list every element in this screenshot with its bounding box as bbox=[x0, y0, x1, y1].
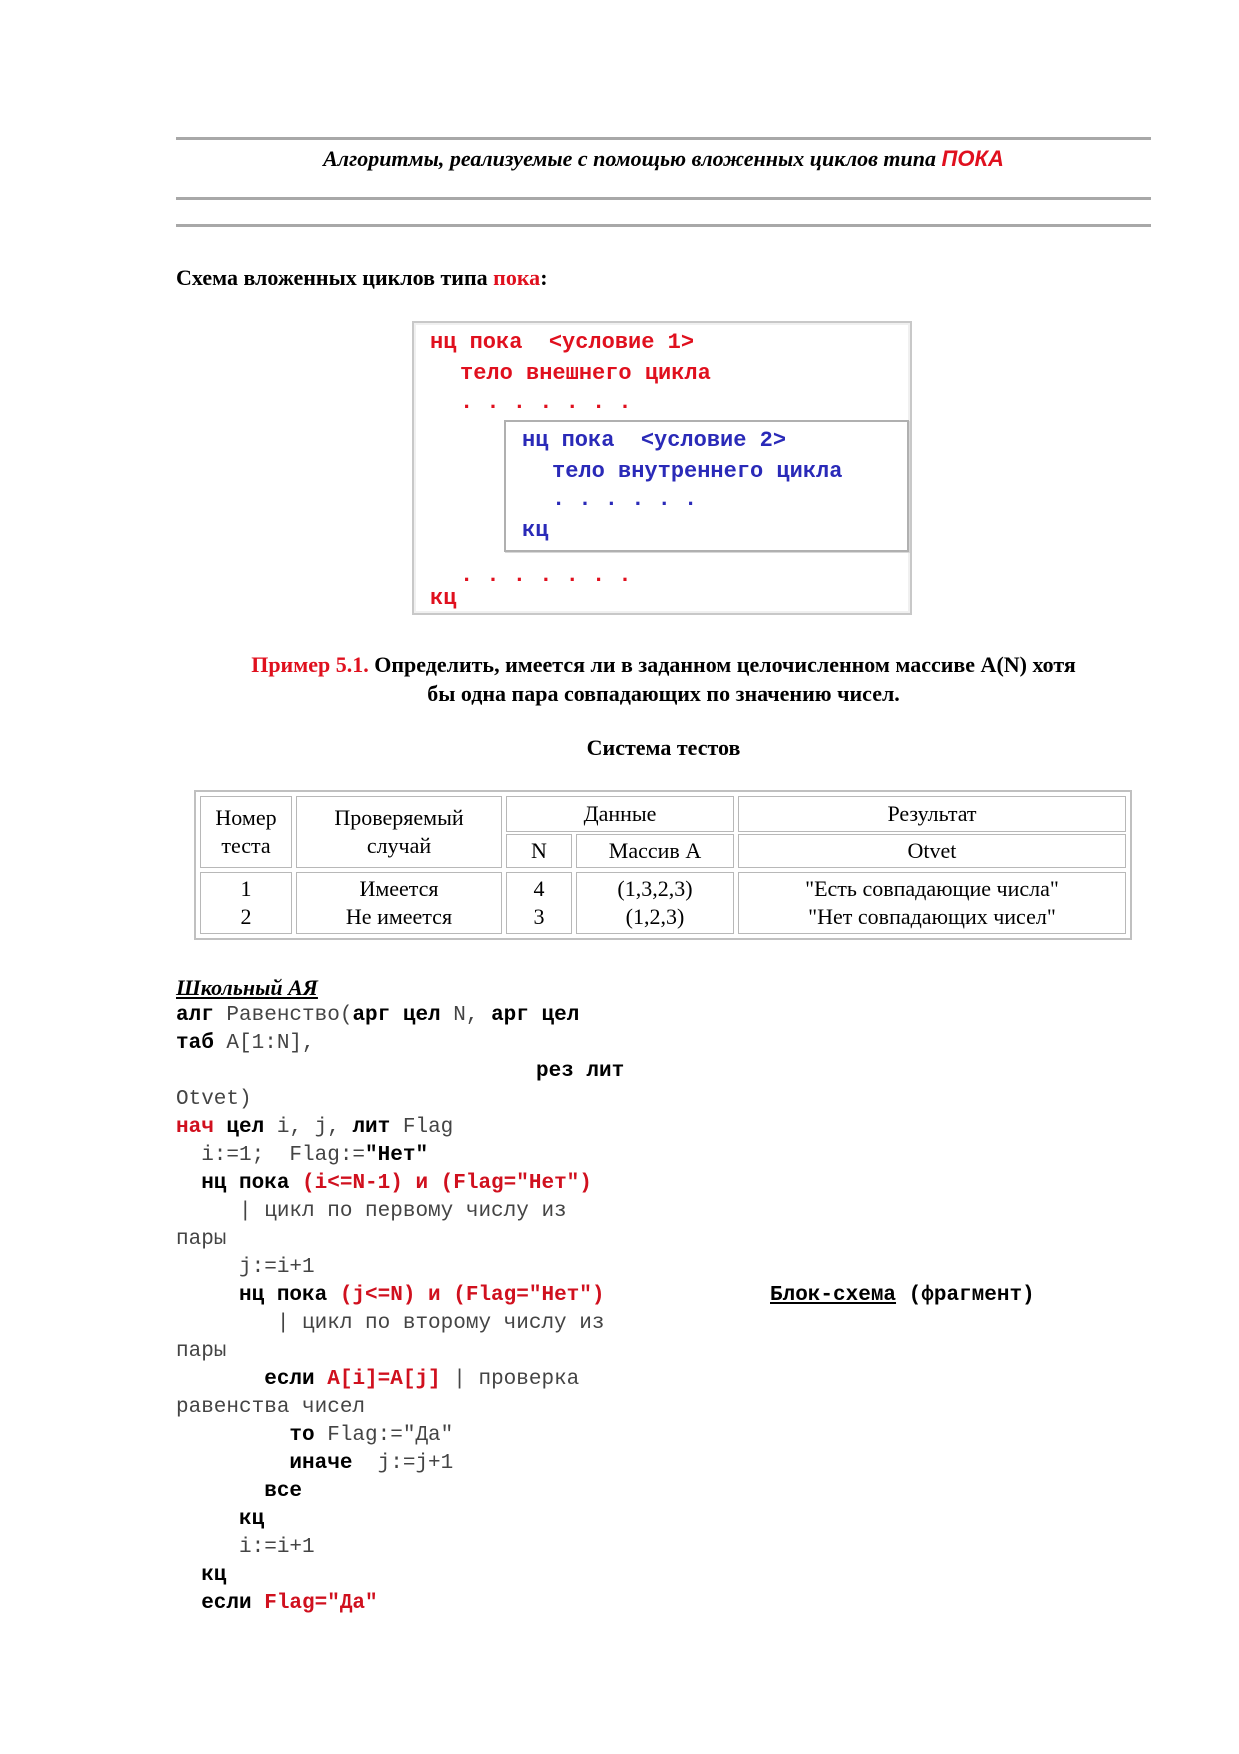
kw-final-if: если bbox=[176, 1592, 265, 1615]
alg-name: Равенство( bbox=[213, 1004, 353, 1027]
header-case bbox=[296, 796, 502, 868]
flowchart-label: Блок-схема bbox=[770, 1284, 897, 1307]
outer-dots-bottom: . . . . . . . bbox=[460, 563, 632, 588]
header-number bbox=[200, 796, 292, 868]
if-comment: | проверка bbox=[440, 1368, 580, 1391]
flowchart-caption bbox=[770, 1284, 1035, 1307]
row2-number: 2 bbox=[240, 904, 252, 929]
init-stmt: i:=1; Flag:= bbox=[176, 1144, 366, 1167]
top-rule bbox=[176, 137, 1151, 140]
kw-else: иначе bbox=[176, 1452, 353, 1475]
code-line-8: | цикл по первому числу из bbox=[176, 1200, 567, 1223]
kw-res: рез лит bbox=[536, 1060, 625, 1083]
code-line-1 bbox=[176, 1002, 579, 1030]
else-stmt: j:=j+1 bbox=[352, 1452, 454, 1475]
header-result-sub: Otvet bbox=[738, 834, 1126, 868]
row1-result: "Есть совпадающие числа" bbox=[805, 876, 1059, 901]
vars-ij: i, j, bbox=[264, 1116, 353, 1139]
col-n bbox=[506, 872, 572, 934]
header-n: N bbox=[506, 834, 572, 868]
init-value: "Нет" bbox=[365, 1144, 429, 1167]
kw-lit: лит bbox=[352, 1116, 391, 1139]
inner-loop-condition: (j<=N) и (Flag="Нет") bbox=[339, 1284, 605, 1307]
page-title bbox=[176, 146, 1151, 172]
code-line-3 bbox=[536, 1058, 624, 1086]
code-line-19: кц bbox=[176, 1508, 265, 1531]
col-result bbox=[738, 872, 1126, 934]
code-line-6 bbox=[176, 1142, 428, 1170]
header-array: Массив A bbox=[576, 834, 734, 868]
code-line-10: j:=i+1 bbox=[176, 1256, 315, 1279]
kw-arg2: арг цел bbox=[491, 1004, 580, 1027]
code-line-4: Otvet) bbox=[176, 1088, 252, 1111]
code-line-7 bbox=[176, 1170, 592, 1198]
header-number-line1: Номер bbox=[215, 805, 277, 830]
col-number bbox=[200, 872, 292, 934]
inner-loop-header: нц пока <условие 2> bbox=[522, 428, 787, 453]
page-title-keyword: ПОКА bbox=[941, 146, 1004, 171]
kw-nach: нач bbox=[176, 1116, 214, 1139]
row2-case: Не имеется bbox=[345, 904, 453, 929]
kw-cel: цел bbox=[213, 1116, 265, 1139]
header-data: Данные bbox=[506, 796, 734, 832]
example-text-line1: Определить, имеется ли в заданном целочисленном массиве A(N) хотя bbox=[374, 652, 1076, 677]
code-line-12: | цикл по второму числу из bbox=[176, 1312, 605, 1335]
col-array bbox=[576, 872, 734, 934]
outer-loop-header: нц пока <условие 1> bbox=[430, 330, 695, 355]
example-text-line2: бы одна пара совпадающих по значению чисел. bbox=[427, 681, 900, 706]
code-line-16 bbox=[176, 1422, 453, 1450]
outer-loop-condition: (i<=N-1) и (Flag="Нет") bbox=[302, 1172, 592, 1195]
code-line-15: равенства чисел bbox=[176, 1396, 366, 1419]
scheme-heading bbox=[176, 265, 548, 291]
row1-case: Имеется bbox=[359, 876, 439, 901]
row1-n: 4 bbox=[533, 876, 545, 901]
header-result: Результат bbox=[738, 796, 1126, 832]
final-if-condition: Flag="Да" bbox=[264, 1592, 378, 1615]
header-case-line2: случай bbox=[366, 833, 432, 858]
header-case-line1: Проверяемый bbox=[334, 805, 464, 830]
code-line-5 bbox=[176, 1114, 453, 1142]
code-line-2 bbox=[176, 1030, 315, 1058]
outer-loop-end: кц bbox=[430, 586, 457, 611]
var-flag: Flag bbox=[390, 1116, 454, 1139]
then-stmt: Flag:="Да" bbox=[314, 1424, 454, 1447]
inner-dots: . . . . . . bbox=[552, 487, 698, 512]
outer-dots-top: . . . . . . . bbox=[460, 390, 632, 415]
if-condition: A[i]=A[j] bbox=[327, 1368, 441, 1391]
kw-inner-loop: нц пока bbox=[176, 1284, 340, 1307]
outer-loop-body: тело внешнего цикла bbox=[460, 361, 711, 386]
code-line-21: кц bbox=[176, 1564, 227, 1587]
row2-n: 3 bbox=[533, 904, 545, 929]
code-line-9: пары bbox=[176, 1228, 227, 1251]
param-array: A[1:N], bbox=[213, 1032, 315, 1055]
code-line-11 bbox=[176, 1282, 604, 1310]
kw-arg1: арг цел bbox=[352, 1004, 441, 1027]
code-line-17 bbox=[176, 1450, 453, 1478]
page-title-text: Алгоритмы, реализуемые с помощью вложенных циклов типа bbox=[323, 146, 937, 171]
scheme-heading-colon: : bbox=[540, 265, 548, 290]
scheme-heading-text: Схема вложенных циклов типа bbox=[176, 265, 488, 290]
code-line-13: пары bbox=[176, 1340, 227, 1363]
kw-outer-loop: нц пока bbox=[176, 1172, 303, 1195]
tests-heading: Система тестов bbox=[586, 735, 741, 760]
header-rule-2 bbox=[176, 224, 1151, 227]
code-line-22 bbox=[176, 1590, 378, 1618]
kw-if: если bbox=[176, 1368, 328, 1391]
row1-array: (1,3,2,3) bbox=[617, 876, 693, 901]
header-rule-1 bbox=[176, 197, 1151, 200]
header-number-line2: теста bbox=[221, 833, 271, 858]
code-line-18: все bbox=[176, 1480, 303, 1503]
kw-alg: алг bbox=[176, 1004, 214, 1027]
inner-loop-end: кц bbox=[522, 518, 549, 543]
flowchart-suffix: (фрагмент) bbox=[896, 1284, 1035, 1307]
example-statement bbox=[176, 650, 1151, 708]
col-case bbox=[296, 872, 502, 934]
row1-number: 1 bbox=[240, 876, 252, 901]
example-label: Пример 5.1. bbox=[251, 652, 369, 677]
code-line-20: i:=i+1 bbox=[176, 1536, 315, 1559]
tests-table bbox=[194, 790, 1132, 940]
row2-array: (1,2,3) bbox=[625, 904, 685, 929]
kw-tab: таб bbox=[176, 1032, 214, 1055]
scheme-heading-keyword: пока bbox=[493, 265, 541, 290]
row2-result: "Нет совпадающих чисел" bbox=[808, 904, 1056, 929]
param-n: N, bbox=[440, 1004, 492, 1027]
inner-loop-body: тело внутреннего цикла bbox=[552, 459, 843, 484]
code-line-14 bbox=[176, 1366, 579, 1394]
kw-then: то bbox=[176, 1424, 315, 1447]
program-heading: Школьный АЯ bbox=[176, 975, 318, 1000]
